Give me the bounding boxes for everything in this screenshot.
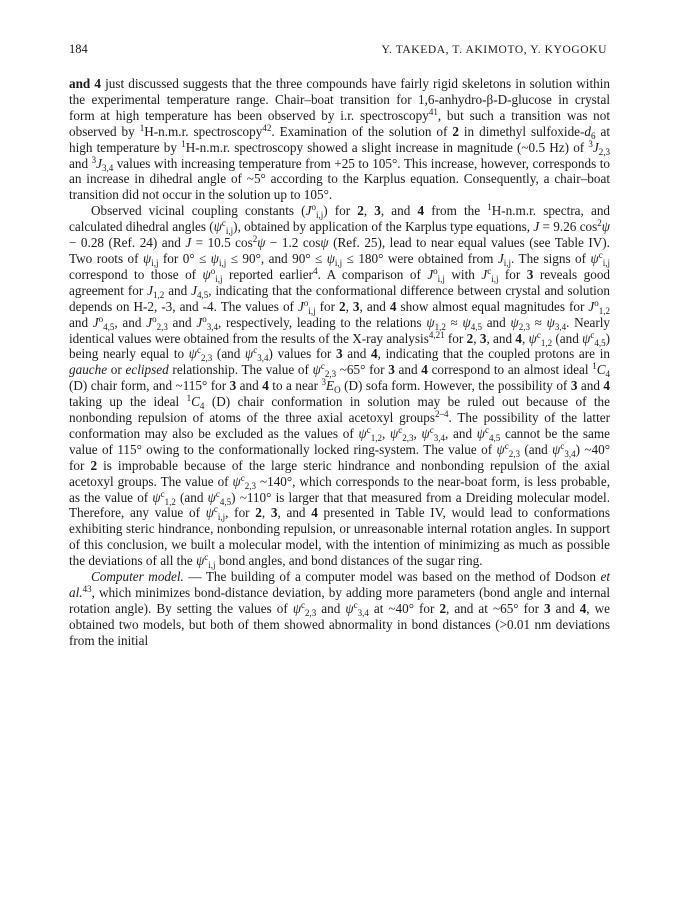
text-run: (D) sofa form. However, the possibility of <box>340 378 571 394</box>
italic-run: gauche <box>69 362 108 378</box>
compound-number: 2 <box>339 298 346 314</box>
superscript: 1 <box>181 138 186 149</box>
text-run: cannot be the same value of 115° owing to the conformationally locked ring-system. The value of <box>69 425 611 457</box>
superscript: c <box>301 599 306 610</box>
superscript: c <box>590 329 595 340</box>
italic-run: ψ <box>326 250 335 266</box>
text-run: (and <box>212 346 246 362</box>
subscript: 3,4 <box>206 321 218 332</box>
text-run: values with increasing temperature from +25 to 105°. This increase, however, corresponds to an increase in dihedral angle of ~5° according to the Karplus equation. Consequently, a chair–boat transition did not occur in the solution up to 105°. <box>69 155 611 203</box>
text-run: , indicating that the coupled protons are in <box>377 346 610 362</box>
superscript: 42 <box>262 122 272 133</box>
paragraph <box>69 76 610 203</box>
text-run: (D) chair form, and ~115° for <box>69 378 230 394</box>
running-title: Y. TAKEDA, T. AKIMOTO, Y. KYOGOKU <box>381 44 607 56</box>
superscript: 41 <box>428 106 438 117</box>
italic-run: ψ <box>257 235 266 251</box>
subscript: i,j <box>308 305 316 316</box>
italic-run: ψ <box>152 489 161 505</box>
text-run: , and <box>277 505 312 521</box>
compound-number: and 4 <box>69 76 101 91</box>
superscript: c <box>204 552 209 563</box>
italic-run: ψ <box>528 330 537 346</box>
compound-number: 3 <box>374 203 381 219</box>
text-run: (and <box>552 330 583 346</box>
page-number: 184 <box>69 42 88 56</box>
text-run: , and <box>444 425 477 441</box>
superscript: c <box>215 488 220 499</box>
italic-run: ψ <box>320 235 329 251</box>
text-run: ≤ 90°, and 90° ≤ <box>226 250 327 266</box>
italic-run: ψ <box>245 346 254 362</box>
text-run: taking up the ideal <box>69 394 187 410</box>
superscript: c <box>253 345 258 356</box>
superscript: c <box>560 440 565 451</box>
italic-run: J <box>588 298 595 314</box>
italic-run: J <box>191 282 198 298</box>
italic-run: ψ <box>207 489 216 505</box>
italic-run: ψ <box>590 250 599 266</box>
subscript: 1,2 <box>153 289 165 300</box>
italic-run: ψ <box>202 266 211 282</box>
superscript: 3 <box>588 138 593 149</box>
text-run: — The building of a computer model was based on the method of Dodson <box>183 569 601 585</box>
text-run: with <box>444 266 482 282</box>
italic-run: ψ <box>345 600 354 616</box>
italic-run: ψ <box>312 362 321 378</box>
compound-number: 3 <box>526 266 534 282</box>
superscript: 2–4 <box>435 409 449 420</box>
text-run: for <box>498 266 527 282</box>
text-run: to a near <box>268 378 322 394</box>
superscript: c <box>353 599 358 610</box>
text-run: , and <box>114 314 147 330</box>
subscript: 1,2 <box>540 337 553 348</box>
subscript: 4,5 <box>197 289 209 300</box>
compound-number: 4 <box>421 362 428 378</box>
text-run: show almost equal magnitudes for <box>396 298 589 314</box>
superscript: o <box>433 265 438 276</box>
text-run: at high temperature by <box>69 123 610 155</box>
subscript: 2,3 <box>402 432 414 443</box>
text-run: bond angles, and bond distances of the sugar ring. <box>215 553 483 569</box>
subscript: 3,4 <box>101 162 114 173</box>
italic-run: J <box>96 155 102 171</box>
compound-number: 3 <box>270 505 278 521</box>
italic-run: ψ <box>462 314 471 330</box>
superscript: c <box>398 424 403 435</box>
italic-run: E <box>326 378 335 394</box>
text-run: and <box>236 378 263 394</box>
superscript: o <box>202 313 207 324</box>
italic-run: ψ <box>582 330 591 346</box>
italic-run: J <box>297 298 304 314</box>
superscript: 1 <box>592 361 597 372</box>
text-run: (Ref. 25), lead to near equal values (see Table IV). Two roots of <box>69 235 610 266</box>
italic-run: J <box>497 250 504 266</box>
text-run: , which minimizes bond-distance deviation, by adding more parameters (bond angle and internal rotation angle). By setting the values of <box>69 585 610 616</box>
text-run: and <box>394 362 422 378</box>
subscript: i,j <box>315 210 324 221</box>
superscript: 3 <box>321 377 327 388</box>
italic-run: C <box>596 362 606 378</box>
subscript: i,j <box>334 257 343 268</box>
text-run: . The signs of <box>511 250 591 266</box>
compound-number: 4 <box>389 298 397 314</box>
text-run: reported earlier <box>222 266 314 282</box>
superscript: 4 <box>313 265 318 276</box>
italic-run: J <box>427 266 434 282</box>
subscript: 4,5 <box>594 337 606 348</box>
italic-run: ψ <box>188 346 197 362</box>
subscript: i,j <box>208 560 216 571</box>
italic-run: ψ <box>546 314 555 330</box>
subscript: 3,4 <box>564 448 576 459</box>
subscript: 4,5 <box>488 432 501 443</box>
italic-run: ψ <box>510 314 519 330</box>
superscript: 3 <box>91 154 97 165</box>
superscript: 2 <box>597 218 602 229</box>
superscript: 4,21 <box>428 329 445 340</box>
superscript: o <box>98 313 104 324</box>
superscript: c <box>240 472 245 483</box>
text-run: for <box>315 298 339 314</box>
superscript: c <box>504 440 509 451</box>
text-run: , and <box>359 298 390 314</box>
text-run: from the <box>424 203 488 219</box>
subscript: 4,5 <box>470 321 482 332</box>
compound-number: 3 <box>544 600 551 616</box>
italic-run: J <box>147 282 154 298</box>
subscript: i,j <box>225 226 234 237</box>
compound-number: 3 <box>570 378 578 394</box>
superscript: c <box>598 249 603 260</box>
text-run: is improbable because of the large steric hindrance and nonbonding repulsion of the axial acetoxyl groups. The value of <box>69 457 610 489</box>
text-run: and <box>550 600 580 616</box>
text-run: (and <box>519 441 553 457</box>
subscript: 2,3 <box>324 369 337 380</box>
text-run: , <box>413 425 422 441</box>
text-run: . A comparison of <box>317 266 428 282</box>
page-header <box>69 42 607 57</box>
compound-number: 3 <box>479 330 487 346</box>
subscript: i,j <box>503 257 512 268</box>
compound-number: 4 <box>603 378 611 394</box>
text-run: = 9.26 cos <box>539 219 598 235</box>
italic-run: J <box>592 139 599 155</box>
subscript: 3,4 <box>257 353 269 364</box>
text-run: H-n.m.r. spectroscopy <box>144 123 263 139</box>
superscript: c <box>366 424 371 435</box>
subscript: i,j <box>151 257 159 268</box>
text-run: for 0° ≤ <box>158 250 211 266</box>
italic-run: J <box>305 203 312 219</box>
subscript: 6 <box>591 130 596 141</box>
subscript: 2,3 <box>201 353 213 364</box>
compound-number: 4 <box>515 330 523 346</box>
superscript: 2 <box>252 234 258 245</box>
text-run: , indicating that the conformational difference between crystal and solution depends on H-2, -3, and -4. The values of <box>69 282 610 314</box>
superscript: 1 <box>186 393 192 404</box>
superscript: o <box>152 313 157 324</box>
paragraph <box>69 569 610 649</box>
subscript: 4,5 <box>219 496 232 507</box>
subscript: 1,2 <box>598 305 610 316</box>
text-run: at ~40° for <box>368 600 440 616</box>
italic-run: ψ <box>552 441 561 457</box>
subscript: i,j <box>437 273 445 284</box>
text-run: presented in Table IV, would lead to conformations exhibiting steric hindrance, nonbonding repulsion, or unreasonable internal rotation angles. In support of this conclusion, we built a molecular model, with the intention of minimizing as much as possible the deviations of all the <box>69 505 611 569</box>
text-run: ) values for <box>268 346 337 362</box>
text-run: ) for <box>323 203 358 219</box>
text-run: , <box>261 505 271 521</box>
italic-run: J <box>481 266 488 282</box>
superscript: o <box>311 202 316 213</box>
text-run: , but such a transition was not observed by <box>69 107 610 139</box>
superscript: c <box>429 424 434 435</box>
text-run: , and <box>486 330 516 346</box>
compound-number: 4 <box>371 346 378 362</box>
subscript: 1,2 <box>164 496 176 507</box>
text-run: − 0.28 (Ref. 24) and <box>69 235 186 251</box>
superscript: c <box>487 265 492 276</box>
text-run: ) being nearly equal to <box>69 330 611 362</box>
superscript: 43 <box>82 584 92 594</box>
italic-run: ψ <box>142 250 152 266</box>
compound-number: 3 <box>352 298 360 314</box>
body-text <box>69 76 610 649</box>
superscript: c <box>213 504 218 515</box>
italic-run: ψ <box>496 441 505 457</box>
superscript: 1 <box>487 202 492 213</box>
superscript: c <box>536 329 541 340</box>
text-run: , and at ~65° for <box>446 600 544 616</box>
text-run: ≈ <box>445 314 463 330</box>
italic-run: eclipsed <box>125 362 169 378</box>
text-run: and <box>481 314 511 330</box>
italic-run: ψ <box>196 553 205 569</box>
subscript: 3,4 <box>357 607 369 618</box>
text-run: Observed vicinal coupling constants ( <box>91 203 306 219</box>
subscript: 4 <box>199 401 205 412</box>
compound-number: 4 <box>417 203 425 219</box>
compound-number: 4 <box>262 378 269 394</box>
subscript: 3,4 <box>554 321 567 332</box>
italic-run: ψ <box>232 473 241 489</box>
italic-run: et al. <box>69 569 610 600</box>
text-run: (D) chair conformation in solution may be ruled out because of the nonbonding repulsion of atoms of the three axial acetoxyl groups <box>69 394 611 426</box>
text-run: and <box>342 346 372 362</box>
italic-run: ψ <box>421 425 430 441</box>
superscript: c <box>484 424 489 435</box>
compound-number: 2 <box>357 203 364 219</box>
text-run: , we obtained two models, but both of them showed abnormality in bond distances (>0.01 nm deviations from the initial <box>69 600 610 648</box>
italic-run: J <box>533 219 540 235</box>
compound-number: 2 <box>452 123 459 139</box>
text-run: , respectively, leading to the relations <box>217 314 427 330</box>
text-run: , <box>473 330 480 346</box>
subscript: 1,2 <box>434 321 446 332</box>
text-run: . Nearly identical values were obtained from the results of the X-ray analysis <box>69 314 611 346</box>
superscript: 1 <box>139 122 145 133</box>
subscript: i,j <box>602 257 610 268</box>
text-run: or <box>107 362 126 378</box>
text-run: H-n.m.r. spectra, and calculated dihedral angles ( <box>69 203 611 235</box>
subscript: 2,3 <box>508 448 520 459</box>
text-run: reveals good agreement for <box>69 266 611 298</box>
italic-run: ψ <box>213 219 222 235</box>
text-run: ~65° for <box>336 362 389 378</box>
text-run: , <box>522 330 529 346</box>
compound-number: 2 <box>439 600 447 616</box>
text-run: just discussed suggests that the three compounds have fairly rigid skeletons in solution within the experimental temperature range. Chair–boat transition for 1,6-anhydro-β-D-glucose in crystal form at high temperature has been observed by i.r. spectroscopy <box>69 76 610 123</box>
italic-run: ψ <box>426 314 435 330</box>
text-run: for <box>444 330 467 346</box>
subscript: 4,5 <box>103 321 115 332</box>
compound-number: 4 <box>579 600 587 616</box>
text-run: correspond to those of <box>69 266 203 282</box>
text-run: ≤ 180° were obtained from <box>342 250 498 266</box>
subscript: 3,4 <box>433 432 445 443</box>
subscript: 2,3 <box>518 321 530 332</box>
text-run: correspond to an almost ideal <box>427 362 593 378</box>
italic-run: J <box>196 314 203 330</box>
text-run: ) ~40° for <box>69 441 610 473</box>
subscript: i,j <box>217 512 226 523</box>
subscript: 2,3 <box>156 321 168 332</box>
subscript: 1,2 <box>370 432 382 443</box>
text-run: and <box>69 314 93 330</box>
compound-number: 3 <box>336 346 343 362</box>
text-run: ≈ <box>529 314 547 330</box>
text-run: , <box>345 298 353 314</box>
superscript: c <box>320 361 325 372</box>
text-run: ), obtained by application of the Karplus type equations, <box>233 219 534 235</box>
subscript: 2,3 <box>598 146 610 157</box>
italic-run: ψ <box>358 425 367 441</box>
text-run: (and <box>175 489 208 505</box>
subscript: O <box>334 385 341 396</box>
compound-number: 2 <box>90 457 98 473</box>
text-run: . The possibility of the latter conformation may also be excluded as the values of <box>69 410 610 441</box>
paragraph <box>69 203 610 569</box>
italic-run: ψ <box>210 250 219 266</box>
superscript: c <box>221 218 226 229</box>
italic-run: J <box>185 235 192 251</box>
text-run: and <box>69 155 92 171</box>
subscript: i,j <box>215 273 223 284</box>
superscript: c <box>197 345 201 356</box>
superscript: o <box>594 297 599 308</box>
text-run: and <box>577 378 604 394</box>
subscript: i,j <box>491 273 499 284</box>
italic-run: C <box>191 394 200 410</box>
text-run: , for <box>225 505 256 521</box>
compound-number: 3 <box>388 362 395 378</box>
subscript: i,j <box>218 257 227 268</box>
superscript: c <box>160 488 165 499</box>
subscript: 2,3 <box>244 480 256 491</box>
text-run: and <box>167 314 197 330</box>
text-run: in dimethyl sulfoxide- <box>458 123 585 139</box>
text-run: and <box>164 282 192 298</box>
text-run: = 10.5 cos <box>191 235 253 251</box>
text-run: relationship. The value of <box>168 362 313 378</box>
italic-run: ψ <box>476 425 485 441</box>
text-run: H-n.m.r. spectroscopy showed a slight increase in magnitude (~0.5 Hz) of <box>185 139 589 155</box>
italic-run: ψ <box>292 600 302 616</box>
subscript: 4 <box>605 369 610 380</box>
italic-run: d <box>584 123 592 139</box>
compound-number: 2 <box>466 330 474 346</box>
subscript: 2,3 <box>305 607 317 618</box>
italic-run: J <box>146 314 153 330</box>
text-run: − 1.2 cos <box>265 235 321 251</box>
text-run: ~140°, which corresponds to the near-boat form, is less probable, as the value of <box>69 473 611 505</box>
compound-number: 4 <box>311 505 318 521</box>
superscript: o <box>210 265 216 276</box>
compound-number: 2 <box>255 505 262 521</box>
text-run: . Examination of the solution of <box>271 123 453 139</box>
text-run: and <box>316 600 346 616</box>
italic-run: J <box>92 314 99 330</box>
italic-run: Computer model. <box>91 569 184 585</box>
italic-run: ψ <box>205 505 214 521</box>
italic-run: ψ <box>390 425 399 441</box>
text-run: , and <box>380 203 418 219</box>
superscript: o <box>303 297 309 308</box>
text-run: ) ~110° is larger that that measured from a Dreiding molecular model. Therefore, any value of <box>69 489 610 521</box>
compound-number: 3 <box>229 378 237 394</box>
text-run: , <box>381 425 390 441</box>
italic-run: ψ <box>601 219 610 235</box>
text-run: , <box>363 203 375 219</box>
